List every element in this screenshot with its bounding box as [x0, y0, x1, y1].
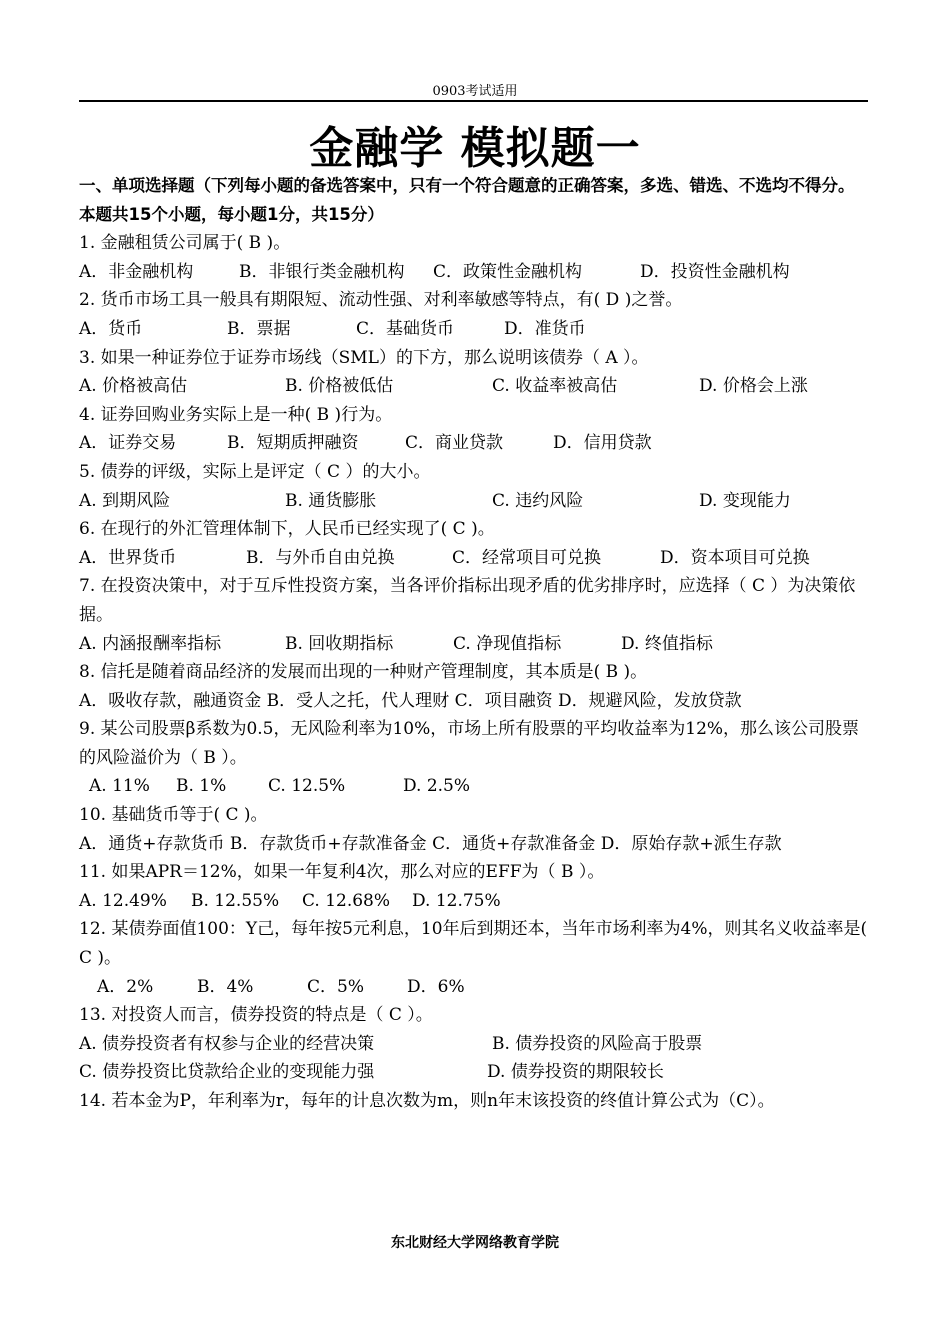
option: D. 12.75% — [412, 890, 501, 911]
option: C．基础货币 — [356, 318, 455, 339]
question-6: 6. 在现行的外汇管理体制下，人民币已经实现了( C )。 — [79, 519, 495, 540]
question-2: 2. 货币市场工具一般具有期限短、流动性强、对利率敏感等特点，有( D )之誉。 — [79, 290, 683, 311]
page-title: 金融学 模拟题一 — [309, 123, 641, 174]
option: C. 12.68% — [302, 890, 391, 911]
option: D. 变现能力 — [699, 490, 791, 511]
option: B. 价格被低估 — [285, 376, 394, 397]
options-7 — [79, 630, 868, 659]
option: D. 价格会上涨 — [699, 376, 808, 397]
options-6 — [79, 544, 868, 573]
option: C．经常项目可兑换 — [452, 547, 602, 568]
option: C. 收益率被高估 — [492, 376, 618, 397]
question-11: 11. 如果APR＝12%，如果一年复利4次，那么对应的EFF为（ B ）。 — [79, 862, 605, 883]
option: D．信用贷款 — [553, 433, 652, 454]
options-2 — [79, 315, 868, 344]
option: B．票据 — [227, 318, 291, 339]
option: D．6% — [407, 976, 465, 997]
header-rule — [79, 100, 868, 102]
option: B．与外币自由兑换 — [246, 547, 395, 568]
option: A．非金融机构 — [79, 261, 194, 282]
option: D. 2.5% — [403, 776, 471, 797]
options-4 — [79, 429, 868, 458]
option: D．准货币 — [504, 318, 586, 339]
question-3: 3. 如果一种证券位于证券市场线（SML）的下方，那么说明该债券（ A ）。 — [79, 347, 649, 368]
question-content — [79, 172, 868, 1116]
option: B. 债券投资的风险高于股票 — [492, 1033, 703, 1054]
option: A. 内涵报酬率指标 — [79, 633, 222, 654]
question-13: 13. 对投资人而言，债券投资的特点是（ C ）。 — [79, 1005, 433, 1026]
option: B．4% — [197, 976, 254, 997]
option: B. 1% — [176, 776, 227, 797]
option: A. 11% — [89, 776, 150, 797]
option: A．2% — [97, 976, 154, 997]
option: B．短期质押融资 — [227, 433, 359, 454]
option: C．政策性金融机构 — [433, 261, 583, 282]
option: C．商业贷款 — [405, 433, 504, 454]
option: C．5% — [307, 976, 364, 997]
option: D. 终值指标 — [621, 633, 713, 654]
option: C. 净现值指标 — [453, 633, 562, 654]
question-10: 10. 基础货币等于( C )。 — [79, 805, 268, 826]
options-13b — [79, 1058, 868, 1087]
option: C. 债券投资比贷款给企业的变现能力强 — [79, 1062, 375, 1083]
question-4: 4. 证券回购业务实际上是一种( B )行为。 — [79, 404, 393, 425]
question-8: 8. 信托是随着商品经济的发展而出现的一种财产管理制度，其本质是( B )。 — [79, 662, 648, 683]
options-1 — [79, 258, 868, 287]
options-11 — [79, 887, 868, 916]
option: D. 债券投资的期限较长 — [487, 1062, 664, 1083]
question-9: 9. 某公司股票β系数为0.5，无风险利率为10%，市场上所有股票的平均收益率为12%，那么该公司股票的风险溢价为（ B ）。 — [79, 719, 860, 768]
question-12: 12. 某债券面值100：Y己，每年按5元利息，10年后到期还本，当年市场利率为4%，则其名义收益率是( C )。 — [79, 919, 868, 969]
option: D．投资性金融机构 — [640, 261, 790, 282]
option: A. 债券投资者有权参与企业的经营决策 — [79, 1033, 375, 1054]
options-9 — [79, 772, 868, 801]
option: B. 通货膨胀 — [285, 490, 377, 511]
options-10: A．通货+存款货币 B．存款货币+存款准备金 C．通货+存款准备金 D．原始存款+派生存款 — [79, 833, 782, 854]
option: A．货币 — [79, 318, 143, 339]
options-13a — [79, 1030, 868, 1059]
option: A. 12.49% — [79, 890, 167, 911]
option: B. 12.55% — [191, 890, 280, 911]
option: A．证券交易 — [79, 433, 177, 454]
page-footer: 东北财经大学网络教育学院 — [391, 1235, 559, 1251]
options-3 — [79, 372, 868, 401]
option: C. 12.5% — [268, 776, 346, 797]
question-14: 14. 若本金为P，年利率为r，每年的计息次数为m，则n年末该投资的终值计算公式为（C）。 — [79, 1091, 775, 1111]
option: D．资本项目可兑换 — [660, 547, 810, 568]
options-5 — [79, 487, 868, 516]
option: A. 价格被高估 — [79, 376, 188, 397]
option: B. 回收期指标 — [285, 633, 394, 654]
options-12 — [79, 973, 868, 1002]
option: B．非银行类金融机构 — [239, 261, 405, 282]
option: C. 违约风险 — [492, 490, 584, 511]
option: A. 到期风险 — [79, 490, 171, 511]
section-heading: 一、单项选择题（下列每小题的备选答案中，只有一个符合题意的正确答案，多选、错选、不选均不得分。本题共15个小题，每小题1分，共15分） — [79, 176, 855, 224]
options-8: A．吸收存款，融通资金 B．受人之托，代人理财 C．项目融资 D．规避风险，发放贷款 — [79, 690, 742, 711]
question-1: 1. 金融租赁公司属于( B )。 — [79, 233, 291, 254]
page-header: 0903考试适用 — [432, 84, 518, 99]
question-5: 5. 债券的评级，实际上是评定（ C ）的大小。 — [79, 461, 431, 482]
question-7: 7. 在投资决策中，对于互斥性投资方案，当各评价指标出现矛盾的优劣排序时，应选择（ C ）为决策依据。 — [79, 576, 856, 625]
option: A．世界货币 — [79, 547, 177, 568]
